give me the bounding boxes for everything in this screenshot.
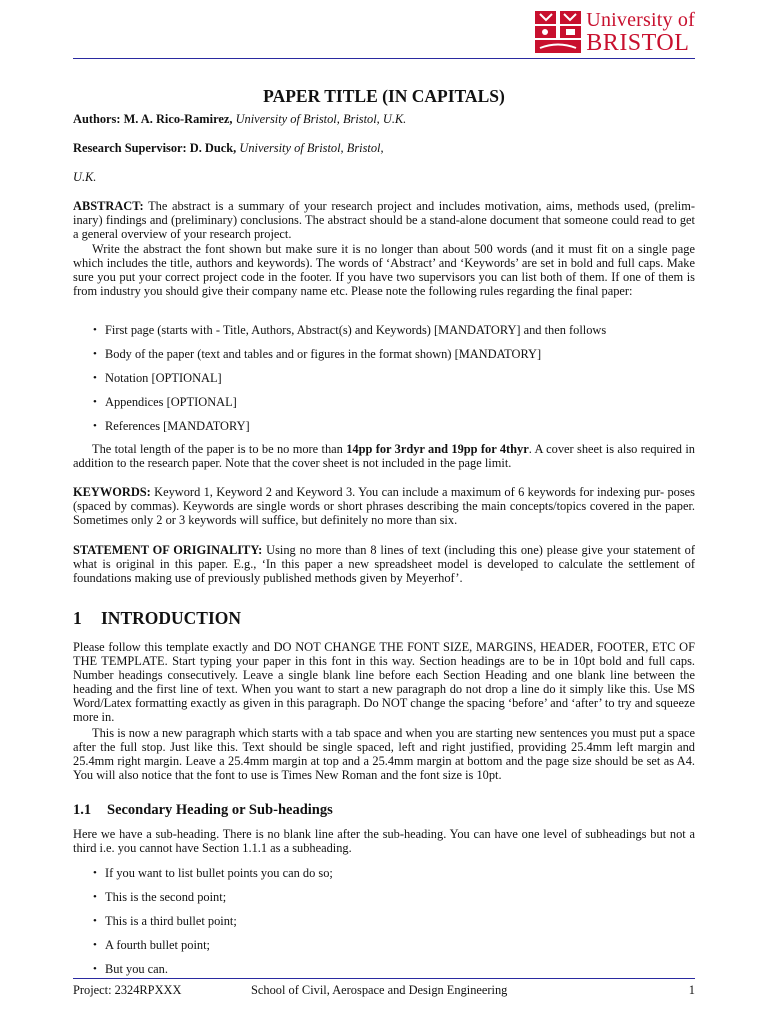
logo-line-1: University of bbox=[586, 8, 695, 31]
supervisor-affiliation: University of Bristol, Bristol, bbox=[239, 141, 384, 155]
section-heading-introduction bbox=[73, 608, 241, 628]
subsection-number: 1.1 bbox=[73, 802, 92, 818]
footer-project-code: Project: 2324RPXXX bbox=[73, 983, 182, 997]
points-list bbox=[93, 866, 695, 986]
authors-affiliation: University of Bristol, Bristol, U.K. bbox=[235, 112, 407, 126]
list-item: • If you want to list bullet points you can do so; bbox=[93, 866, 695, 890]
supervisor-label: Research Supervisor: D. Duck, bbox=[73, 141, 237, 155]
supervisor-affiliation-cont: U.K. bbox=[73, 170, 97, 184]
list-item: • But you can. bbox=[93, 962, 695, 986]
list-item: • Appendices [OPTIONAL] bbox=[93, 395, 695, 419]
university-wordmark bbox=[586, 10, 695, 55]
rules-list bbox=[93, 323, 695, 443]
document-page bbox=[73, 0, 695, 1024]
keywords-paragraph bbox=[73, 485, 695, 527]
keywords-label: KEYWORDS: bbox=[73, 485, 151, 499]
originality-label: STATEMENT OF ORIGINALITY: bbox=[73, 543, 263, 557]
footer-page-number: 1 bbox=[688, 983, 695, 997]
abstract-text-1: The abstract is a summary of your research project and includes motivation, aims, methods used, (prelim- inary) findings and (preliminary) conclusions. The abstract should be a stand-alone document that someone could read to get a general overview of your research project. bbox=[73, 199, 695, 241]
list-item: • A fourth bullet point; bbox=[93, 938, 695, 962]
length-text-pre: The total length of the paper is to be no more than bbox=[92, 442, 347, 456]
list-item: • Body of the paper (text and tables and or figures in the format shown) [MANDATORY] bbox=[93, 347, 695, 371]
subsection-heading bbox=[73, 802, 333, 818]
originality-text: Using no more than 8 lines of text (including this one) please give your statement of what is original in this paper. E.g., ‘In this paper a new spreadsheet model is developed to calculate the settlement of foundations making use of previously published methods given by Meyerhof’. bbox=[73, 543, 695, 585]
abstract-label: ABSTRACT: bbox=[73, 199, 144, 213]
list-item: • Notation [OPTIONAL] bbox=[93, 371, 695, 395]
list-item: • This is a third bullet point; bbox=[93, 914, 695, 938]
supervisor-line bbox=[73, 141, 695, 155]
list-item: • First page (starts with - Title, Authors, Abstract(s) and Keywords) [MANDATORY] and then follows bbox=[93, 323, 695, 347]
abstract-paragraph-2: Write the abstract the font shown but make sure it is no longer than about 500 words (and it must fit on a single page which includes the title, authors and keywords). The words of ‘Abstract’ and ‘Keywords’ are set in bold and full caps. Make sure you put your correct project code in the footer. If you have two supervisors you can list both of them. If one of them is from industry you should give their company name etc. Please note the following rules regarding the final paper: bbox=[73, 242, 695, 298]
list-item: • References [MANDATORY] bbox=[93, 419, 695, 443]
footer-school: School of Civil, Aerospace and Design Engineering bbox=[251, 983, 508, 997]
length-paragraph bbox=[73, 442, 695, 470]
intro-paragraph-1: Please follow this template exactly and DO NOT CHANGE THE FONT SIZE, MARGINS, HEADER, FOOTER, ETC OF THE TEMPLATE. Start typing your paper in this font in this way. Section headings are to be in 10pt bold and full caps. Number headings consecutively. Leave a single blank line before each Section Heading and one blank line between the heading and the first line of text. When you want to start a new paragraph do not drop a line do it simply like this. Use MS Word/Latex formatting exactly as given in this paragraph. Do NOT change the spacing ‘before’ and ‘after’ to try and squeeze more in. bbox=[73, 640, 695, 724]
university-logo bbox=[534, 9, 695, 55]
logo-line-2: BRISTOL bbox=[586, 29, 690, 56]
abstract-paragraph-1 bbox=[73, 199, 695, 241]
authors-line bbox=[73, 112, 695, 126]
list-item: • This is the second point; bbox=[93, 890, 695, 914]
length-text-post: . A cover sheet is also required in addition to the research paper. Note that the cover sheet is not included in the page limit. bbox=[73, 442, 695, 470]
footer-rule bbox=[73, 978, 695, 979]
originality-paragraph bbox=[73, 543, 695, 585]
intro-paragraph-2: This is now a new paragraph which starts with a tab space and when you are starting new sentences you must put a space after the full stop. Just like this. Text should be single spaced, left and right justified, providing 25.4mm left margin and 25.4mm right margin. Leave a 25.4mm margin at top and a 25.4mm margin at bottom and the page size should be set as A4. You will also notice that the font to use is Times New Roman and the font size is 10pt. bbox=[73, 726, 695, 782]
authors-label: Authors: M. A. Rico-Ramirez, bbox=[73, 112, 233, 126]
subsection-paragraph-1: Here we have a sub-heading. There is no blank line after the sub-heading. You can have one level of subheadings but not a third i.e. you cannot have Section 1.1.1 as a subheading. bbox=[73, 827, 695, 855]
paper-title: PAPER TITLE (IN CAPITALS) bbox=[263, 86, 505, 106]
keywords-text: Keyword 1, Keyword 2 and Keyword 3. You can include a maximum of 6 keywords for indexing pur- poses (spaced by commas). Keywords are single words or short phrases describing the main concepts/topics covered in the paper. Sometimes only 2 or 3 keywords will suffice, but definitely no more than six. bbox=[73, 485, 695, 527]
university-crest-icon bbox=[534, 10, 582, 54]
section-number: 1 bbox=[73, 608, 82, 628]
subsection-title: Secondary Heading or Sub-headings bbox=[107, 802, 333, 818]
section-title: INTRODUCTION bbox=[101, 608, 242, 628]
length-text-bold: 14pp for 3rdyr and 19pp for 4thyr bbox=[346, 442, 529, 456]
header-rule bbox=[73, 58, 695, 59]
